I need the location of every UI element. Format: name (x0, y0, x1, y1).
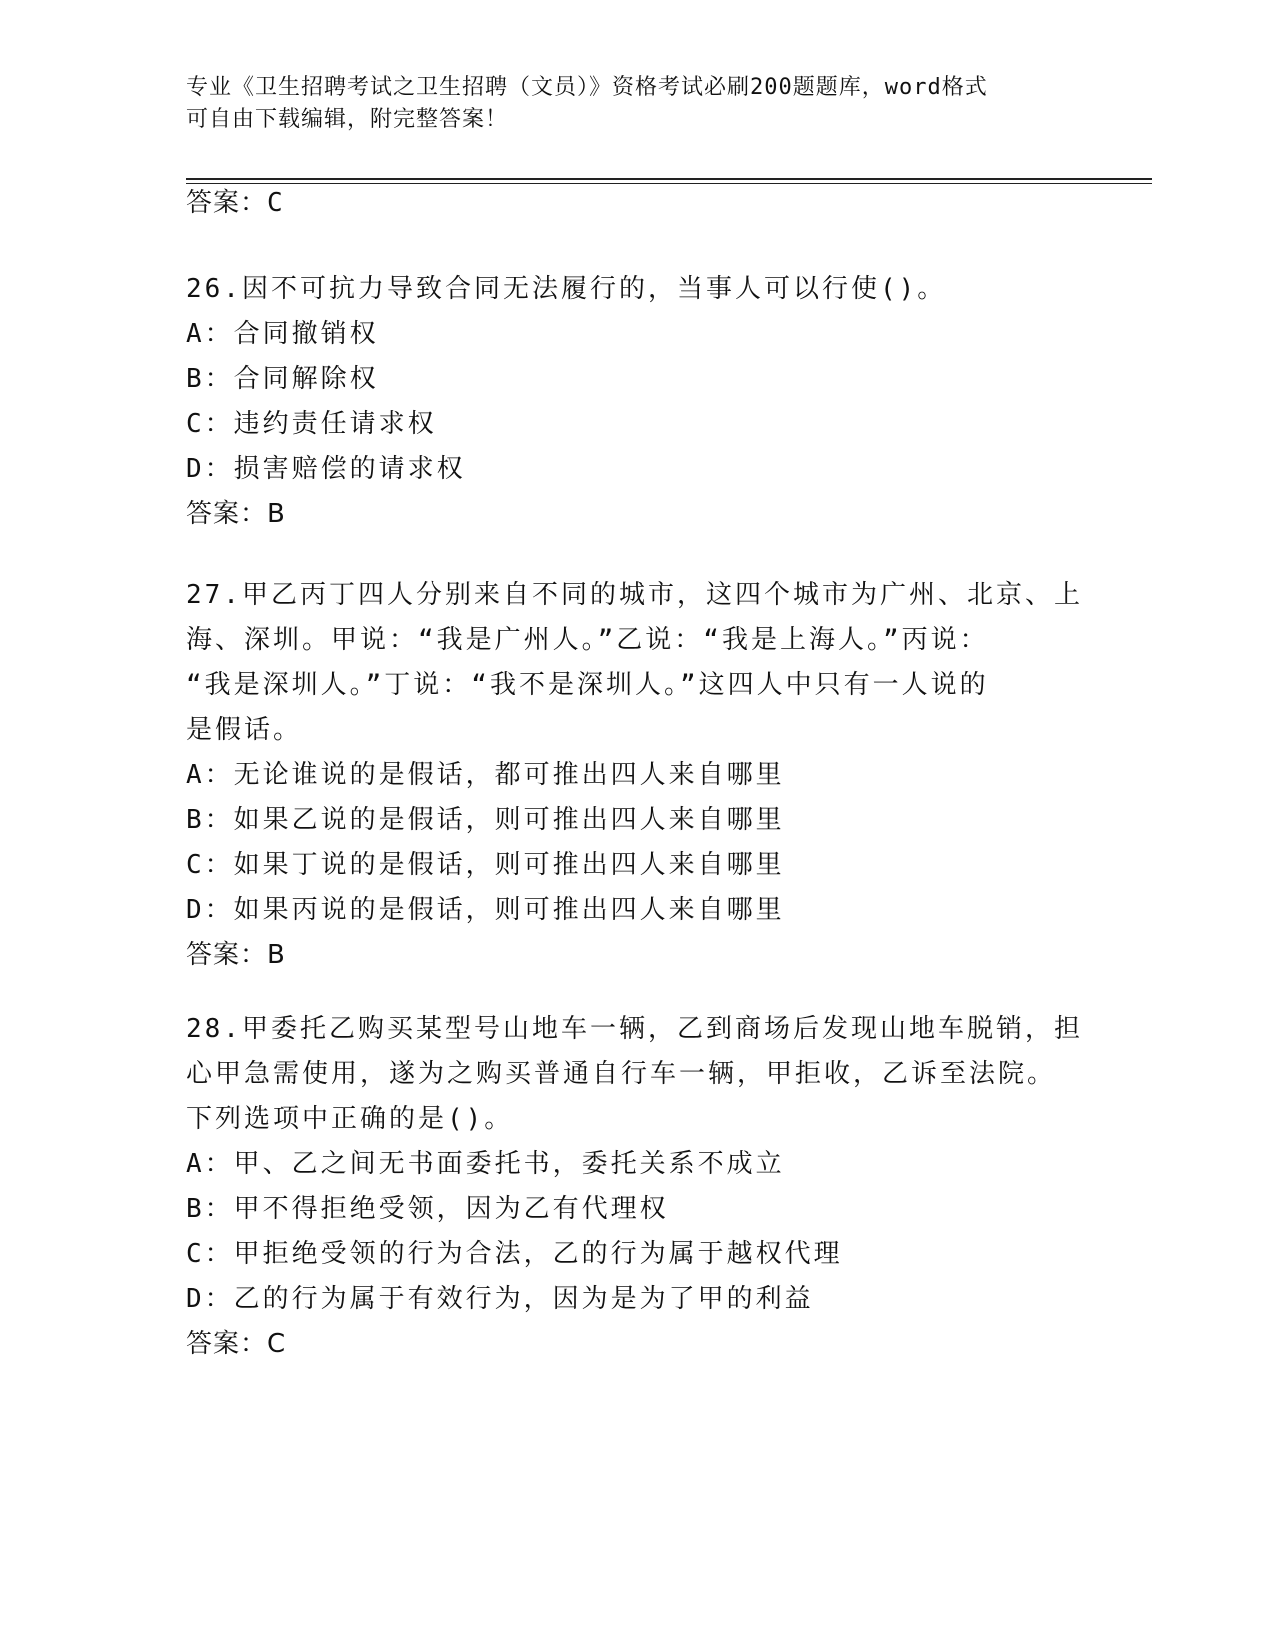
question-28 (186, 1007, 1086, 1367)
answer-value: C (267, 188, 284, 218)
answer-label: 答案： (186, 1329, 268, 1359)
question-answer (186, 492, 1086, 537)
answer-value: C (267, 1329, 287, 1359)
answer-value: B (267, 940, 286, 970)
option-c: C：甲拒绝受领的行为合法，乙的行为属于越权代理 (186, 1239, 843, 1269)
answer-value: B (267, 499, 286, 529)
answer-label: 答案： (186, 499, 268, 529)
question-stem-line-2: 心甲急需使用，遂为之购买普通自行车一辆，甲拒收，乙诉至法院。 (186, 1059, 1057, 1089)
header-line-1: 专业《卫生招聘考试之卫生招聘（文员）》资格考试必刷200题题库，word格式 (186, 75, 988, 100)
option-b: B：如果乙说的是假话，则可推出四人来自哪里 (186, 805, 785, 835)
header-divider-thick (186, 178, 1152, 180)
option-c: C：如果丁说的是假话，则可推出四人来自哪里 (186, 850, 785, 880)
header-line-2: 可自由下载编辑，附完整答案！ (186, 107, 509, 132)
question-stem-line-3: 下列选项中正确的是()。 (186, 1104, 514, 1134)
question-stem-line-1: 28.甲委托乙购买某型号山地车一辆，乙到商场后发现山地车脱销，担 (186, 1014, 1083, 1044)
answer-label: 答案： (186, 188, 268, 218)
option-a: A：合同撤销权 (186, 319, 379, 349)
option-c: C：违约责任请求权 (186, 409, 437, 439)
question-27 (186, 573, 1086, 978)
option-b: B：甲不得拒绝受领，因为乙有代理权 (186, 1194, 669, 1224)
option-d: D：如果丙说的是假话，则可推出四人来自哪里 (186, 895, 785, 925)
header-divider-thin (186, 183, 1152, 184)
option-d: D：乙的行为属于有效行为，因为是为了甲的利益 (186, 1284, 814, 1314)
answer-label: 答案： (186, 940, 268, 970)
question-stem-line-3: “我是深圳人。”丁说：“我不是深圳人。”这四人中只有一人说的 (186, 670, 989, 700)
question-stem: 26.因不可抗力导致合同无法履行的，当事人可以行使()。 (186, 274, 947, 304)
question-stem-line-1: 27.甲乙丙丁四人分别来自不同的城市，这四个城市为广州、北京、上 (186, 580, 1083, 610)
option-d: D：损害赔偿的请求权 (186, 454, 466, 484)
previous-answer (186, 186, 284, 220)
question-answer (186, 1322, 1086, 1367)
option-a: A：甲、乙之间无书面委托书，委托关系不成立 (186, 1149, 785, 1179)
option-b: B：合同解除权 (186, 364, 379, 394)
page-header (186, 72, 1086, 136)
option-a: A：无论谁说的是假话，都可推出四人来自哪里 (186, 760, 785, 790)
question-stem-line-4: 是假话。 (186, 715, 303, 745)
question-answer (186, 933, 1086, 978)
question-stem-line-2: 海、深圳。甲说：“我是广州人。”乙说：“我是上海人。”丙说： (186, 625, 989, 655)
question-26 (186, 267, 1086, 537)
